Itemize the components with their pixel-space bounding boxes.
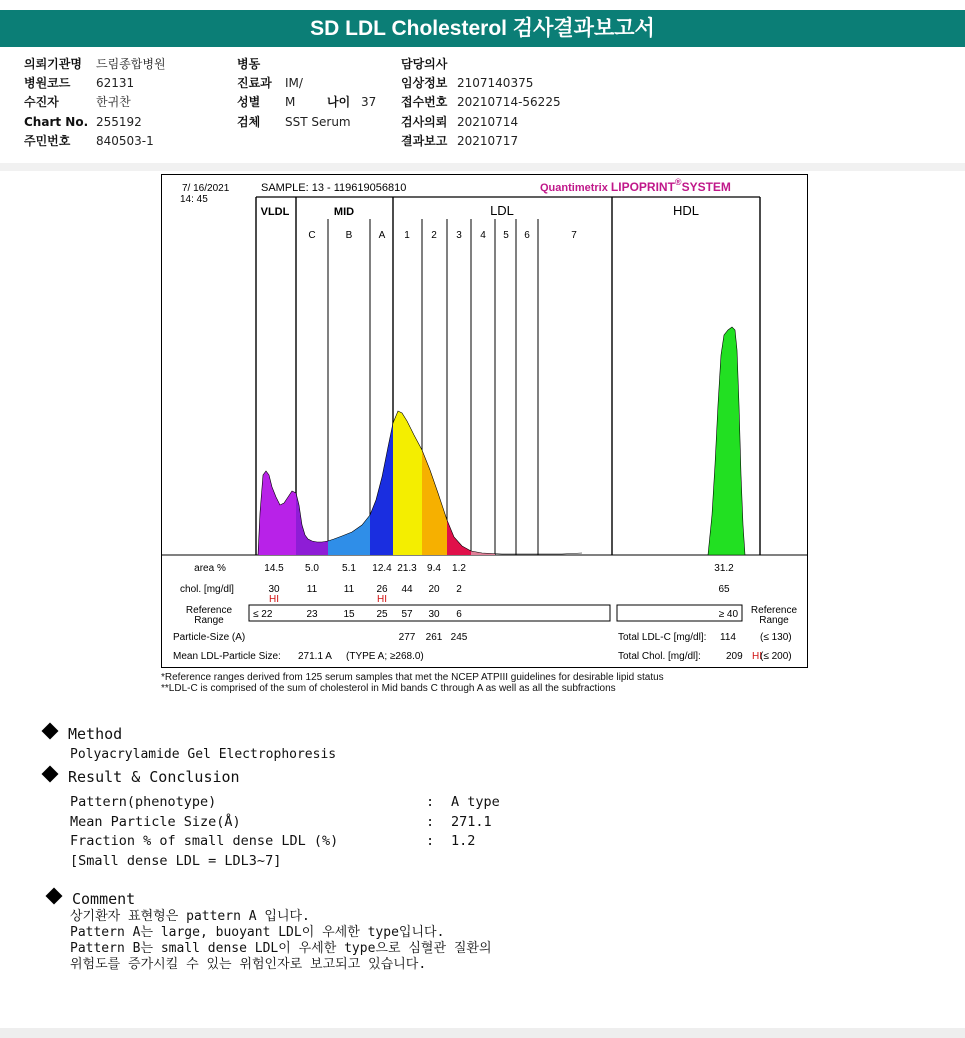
band-label: 4 <box>480 230 486 241</box>
info-row <box>401 113 518 131</box>
result-label: Mean Particle Size(Å) <box>70 814 241 830</box>
band-label: 6 <box>524 230 530 241</box>
info-row <box>24 132 154 150</box>
info-row <box>237 74 303 92</box>
info-key: 병원코드 <box>24 76 71 90</box>
row-label-particle-size: Particle-Size (A) <box>173 632 246 643</box>
brand-name: LIPOPRINT <box>610 180 675 194</box>
mean-ldl-type: (TYPE A; ≥268.0) <box>346 651 424 662</box>
comment-line: 위험도를 증가시킬 수 있는 위험인자로 보고되고 있습니다. <box>70 957 427 972</box>
band-label: 5 <box>503 230 509 241</box>
info-value: SST Serum <box>285 115 351 129</box>
method-heading <box>44 725 122 743</box>
info-row <box>401 55 457 73</box>
comment-title: Comment <box>72 890 136 908</box>
info-value: 한귀찬 <box>96 95 131 109</box>
lipoprint-svg <box>162 175 807 667</box>
curve-segment <box>328 515 370 555</box>
right-ref-label: Reference <box>750 605 798 616</box>
brand-mark: ® <box>674 177 682 187</box>
comment-line: 상기환자 표현형은 pattern A 입니다. <box>70 909 310 924</box>
group-label-hdl: HDL <box>672 203 700 218</box>
total-ldl-value: 114 <box>720 632 736 643</box>
info-row <box>24 74 134 92</box>
reference-value: 6 <box>456 609 462 620</box>
result-value: 271.1 <box>451 814 492 830</box>
area-value: 21.3 <box>397 563 417 574</box>
particle-size-value: 277 <box>398 632 416 643</box>
total-chol-value: 209 <box>726 651 743 662</box>
info-key: 수진자 <box>24 95 59 109</box>
comment-body <box>70 909 492 973</box>
info-value: 20210714 <box>457 115 519 129</box>
result-sep: : <box>426 814 435 830</box>
result-heading <box>44 768 240 786</box>
reference-value: 25 <box>376 609 388 620</box>
info-key: Chart No. <box>24 115 89 129</box>
info-value: 840503-1 <box>96 134 154 148</box>
total-ldl-ref: (≤ 130) <box>760 632 792 643</box>
band-label: 3 <box>456 230 462 241</box>
chol-value: 65 <box>718 584 730 595</box>
info-key: 병동 <box>237 57 261 71</box>
chart-curve <box>258 327 745 555</box>
right-ref-label: Range <box>759 615 789 626</box>
reference-value: 23 <box>306 609 318 620</box>
area-value: 9.4 <box>427 563 441 574</box>
comment-line: Pattern B는 small dense LDL이 우세한 type으로 심혈관 질환의 <box>70 941 492 956</box>
method-title: Method <box>68 725 123 743</box>
info-key: 임상정보 <box>401 76 448 90</box>
curve-segment <box>296 493 328 555</box>
footnotes <box>161 672 664 694</box>
hi-flag: HI <box>269 594 279 605</box>
result-title: Result & Conclusion <box>68 768 240 786</box>
chol-value: 11 <box>343 584 355 595</box>
band-label: 7 <box>571 230 577 241</box>
result-value: 1.2 <box>451 833 476 849</box>
curve-segment <box>258 471 296 555</box>
info-key: 담당의사 <box>401 57 448 71</box>
info-row <box>24 93 131 111</box>
info-value: 37 <box>361 95 377 109</box>
info-value: IM/ <box>285 76 303 90</box>
info-key: 의뢰기관명 <box>24 57 82 71</box>
row-label-area: area % <box>194 563 226 574</box>
chol-value: 11 <box>306 584 318 595</box>
diamond-bullet-icon <box>42 723 59 740</box>
result-note: [Small dense LDL = LDL3~7] <box>70 853 282 869</box>
band-label: A <box>378 230 386 241</box>
area-value: 31.2 <box>714 563 734 574</box>
total-ldl-label: Total LDL-C [mg/dl]: <box>618 632 707 643</box>
info-row <box>237 93 295 111</box>
group-label-vldl: VLDL <box>260 206 290 218</box>
chart-sample: SAMPLE: 13 - 119619056810 <box>261 182 407 194</box>
row-label-mean: Mean LDL-Particle Size: <box>173 651 281 662</box>
info-key: 검체 <box>237 115 261 129</box>
info-value: 20210714-56225 <box>457 95 561 109</box>
comment-heading <box>48 890 135 908</box>
result-label: Pattern(phenotype) <box>70 794 217 810</box>
total-chol-flag: HI <box>752 651 762 662</box>
patient-info <box>0 47 965 164</box>
reference-value: 30 <box>428 609 440 620</box>
particle-size-value: 245 <box>450 632 468 643</box>
mean-ldl-value: 271.1 A <box>298 651 332 662</box>
bottom-band <box>0 1028 965 1038</box>
info-row <box>237 55 285 73</box>
info-value: 드림종합병원 <box>96 57 166 71</box>
info-key: 진료과 <box>237 76 272 90</box>
brand-suffix: SYSTEM <box>681 180 731 194</box>
info-row <box>401 93 561 111</box>
chart-labels <box>261 203 699 241</box>
info-row <box>237 113 351 131</box>
info-value: 2107140375 <box>457 76 534 90</box>
result-sep: : <box>426 794 435 810</box>
info-key: 성별 <box>237 95 261 109</box>
info-row <box>401 132 518 150</box>
reference-value: 15 <box>343 609 355 620</box>
band-label: 2 <box>431 230 437 241</box>
curve-segment <box>393 411 422 555</box>
chart-grid <box>162 197 807 555</box>
chart-table <box>173 563 798 662</box>
result-row <box>70 833 338 849</box>
result-row <box>70 794 216 810</box>
footnote-2: **LDL-C is comprised of the sum of cholesterol in Mid bands C through A as well as all the subfractions <box>161 683 616 694</box>
divider-band <box>0 163 965 171</box>
chart-date: 7/ 16/2021 <box>182 183 230 194</box>
reference-value-hdl: ≥ 40 <box>718 609 738 620</box>
area-value: 14.5 <box>264 563 284 574</box>
area-value: 5.1 <box>342 563 356 574</box>
info-value: 255192 <box>96 115 142 129</box>
comment-line: Pattern A는 large, buoyant LDL이 우세한 type입니다. <box>70 925 445 940</box>
reference-value: ≤ 22 <box>253 609 273 620</box>
method-text: Polyacrylamide Gel Electrophoresis <box>70 747 337 762</box>
row-label-reference: Reference <box>185 605 233 616</box>
info-value: 62131 <box>96 76 135 90</box>
chol-value: 44 <box>401 584 413 595</box>
row-label-chol: chol. [mg/dl] <box>180 584 234 595</box>
area-value: 1.2 <box>452 563 466 574</box>
info-key: 결과보고 <box>401 134 448 148</box>
band-label: C <box>308 230 316 241</box>
info-key: 나이 <box>327 95 351 109</box>
diamond-bullet-icon <box>46 888 63 905</box>
info-key: 주민번호 <box>24 134 71 148</box>
area-value: 12.4 <box>372 563 392 574</box>
result-row <box>70 814 241 830</box>
chol-value: 26 <box>376 584 388 595</box>
info-value: 20210717 <box>457 134 519 148</box>
info-row-age <box>327 93 376 111</box>
chol-value: 2 <box>456 584 462 595</box>
lipoprint-chart <box>161 174 808 668</box>
curve-segment <box>370 423 393 555</box>
footnote-1: *Reference ranges derived from 125 serum samples that met the NCEP ATPIII guidelines for desirable lipid status <box>161 672 664 683</box>
particle-size-value: 261 <box>425 632 443 643</box>
total-chol-label: Total Chol. [mg/dl]: <box>618 651 701 662</box>
chol-value: 30 <box>268 584 280 595</box>
brand-label <box>540 177 731 194</box>
info-row <box>24 55 166 73</box>
reference-value: 57 <box>401 609 413 620</box>
curve-segment <box>447 520 471 555</box>
row-label-range: Range <box>194 615 224 626</box>
info-key: 검사의뢰 <box>401 115 448 129</box>
report-title: SD LDL Cholesterol 검사결과보고서 <box>0 10 965 47</box>
band-label: B <box>345 230 353 241</box>
hi-flag: HI <box>377 594 387 605</box>
brand-prefix: Quantimetrix <box>540 182 611 194</box>
result-label: Fraction % of small dense LDL (%) <box>70 833 339 849</box>
total-chol-ref: (≤ 200) <box>760 651 792 662</box>
chol-value: 20 <box>428 584 440 595</box>
info-value: M <box>285 95 296 109</box>
result-value: A type <box>451 794 500 810</box>
result-sep: : <box>426 833 435 849</box>
band-label: 1 <box>404 230 410 241</box>
group-label-ldl: LDL <box>490 203 514 218</box>
hdl-peak <box>708 327 745 555</box>
info-row <box>401 74 533 92</box>
curve-segment <box>422 450 447 555</box>
diamond-bullet-icon <box>42 766 59 783</box>
chart-time: 14: 45 <box>180 194 208 205</box>
info-key: 접수번호 <box>401 95 448 109</box>
info-row <box>24 113 142 131</box>
area-value: 5.0 <box>305 563 319 574</box>
group-label-mid: MID <box>333 206 355 218</box>
